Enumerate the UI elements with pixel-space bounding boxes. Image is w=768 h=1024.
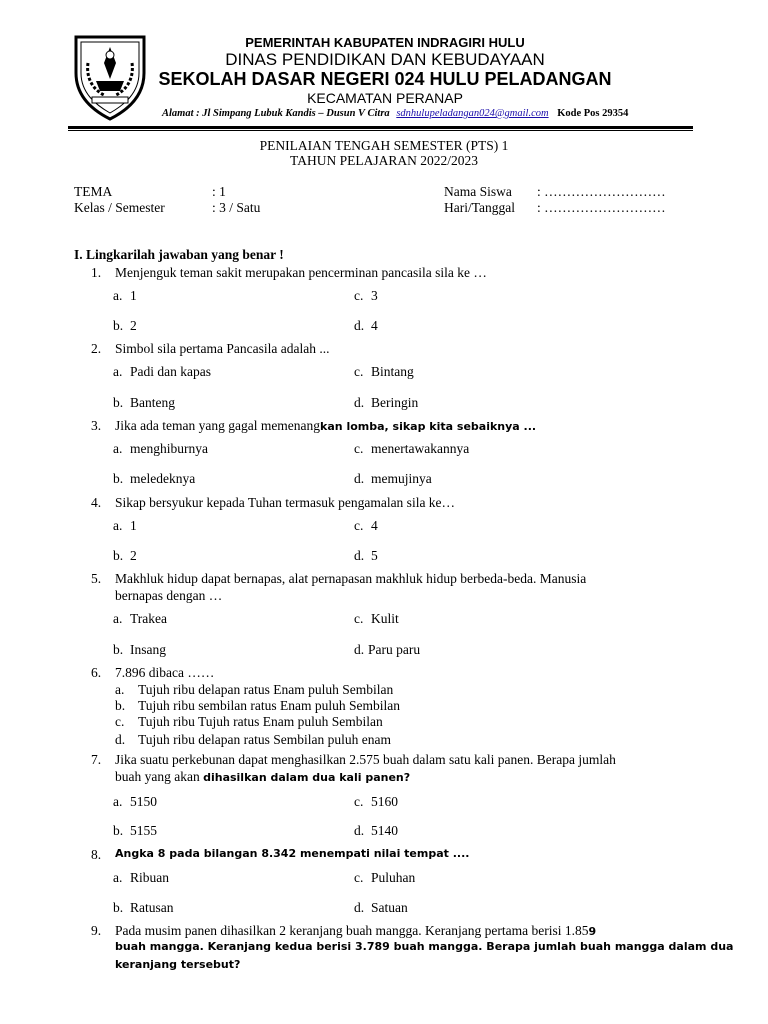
postal-code: Kode Pos 29354 (557, 108, 629, 119)
option-5a[interactable]: a. Trakea (113, 611, 167, 626)
header-school-name: SEKOLAH DASAR NEGERI 024 HULU PELADANGAN (158, 69, 612, 89)
option-7b[interactable]: b. 5155 (113, 823, 157, 838)
option-2b[interactable]: b. Banteng (113, 395, 175, 410)
question-number: 2. (91, 341, 102, 356)
nama-label: Nama Siswa (444, 184, 512, 199)
question-text: Jika ada teman yang gagal memenang (115, 418, 321, 433)
header-address-line (162, 108, 628, 119)
option-8c[interactable]: c. Puluhan (354, 870, 416, 885)
nama-field[interactable]: : ……………………… (537, 184, 666, 199)
question-number: 8. (91, 847, 102, 862)
header-rule-thin (68, 130, 693, 131)
option-5c[interactable]: c. Kulit (354, 611, 399, 626)
hari-label: Hari/Tanggal (444, 200, 516, 215)
option-4a[interactable]: a. 1 (113, 518, 137, 533)
option-5b[interactable]: b. Insang (113, 642, 166, 657)
question-number: 4. (91, 495, 102, 510)
question-number: 5. (91, 571, 102, 586)
academic-year: TAHUN PELAJARAN 2022/2023 (290, 153, 478, 168)
kelas-value: : 3 / Satu (212, 200, 261, 215)
option-3d[interactable]: d. memujinya (354, 471, 432, 486)
option-4b[interactable]: b. 2 (113, 548, 137, 563)
option-8b[interactable]: b. Ratusan (113, 900, 174, 915)
option-1d[interactable]: d. 4 (354, 318, 378, 333)
option-8d[interactable]: d. Satuan (354, 900, 408, 915)
option-6a[interactable]: a. Tujuh ribu delapan ratus Enam puluh Sembilan (115, 682, 394, 697)
header-government: PEMERINTAH KABUPATEN INDRAGIRI HULU (245, 35, 525, 50)
question-number: 1. (91, 265, 102, 280)
option-3a[interactable]: a. menghiburnya (113, 441, 208, 456)
question-number: 9. (91, 923, 102, 938)
kelas-label: Kelas / Semester (74, 200, 165, 215)
option-1b[interactable]: b. 2 (113, 318, 137, 333)
question-text: Sikap bersyukur kepada Tuhan termasuk pengamalan sila ke… (115, 495, 456, 510)
letterhead (0, 0, 768, 132)
section-heading: I. Lingkarilah jawaban yang benar ! (74, 247, 284, 262)
option-5d[interactable]: d. Paru paru (354, 642, 421, 657)
option-1c[interactable]: c. 3 (354, 288, 378, 303)
question-text: 7.896 dibaca …… (115, 665, 215, 680)
option-8a[interactable]: a. Ribuan (113, 870, 169, 885)
option-1a[interactable]: a. 1 (113, 288, 137, 303)
question-text: Makhluk hidup dapat bernapas, alat pernapasan makhluk hidup berbeda-beda. Manusia (115, 571, 587, 586)
question-text: Angka 8 pada bilangan 8.342 menempati nilai tempat .... (115, 847, 470, 860)
header-district: KECAMATAN PERANAP (307, 90, 463, 106)
option-4d[interactable]: d. 5 (354, 548, 378, 563)
option-7a[interactable]: a. 5150 (113, 794, 157, 809)
option-2a[interactable]: a. Padi dan kapas (113, 364, 211, 379)
header-rule-thick (68, 126, 693, 129)
address-text: Alamat : Jl Simpang Lubuk Kandis – Dusun V Citra (162, 108, 390, 119)
question-text: Menjenguk teman sakit merupakan pencerminan pancasila sila ke … (115, 265, 487, 280)
option-3b[interactable]: b. meledeknya (113, 471, 196, 486)
regency-emblem-icon (72, 33, 148, 121)
question-number: 7. (91, 752, 102, 767)
question-number: 6. (91, 665, 102, 680)
question-text: Pada musim panen dihasilkan 2 keranjang buah mangga. Keranjang pertama berisi 1.85 (115, 923, 589, 938)
option-2c[interactable]: c. Bintang (354, 364, 414, 379)
email-link[interactable]: sdnhulupeladangan024@gmail.com (396, 108, 549, 119)
tema-label: TEMA (74, 184, 113, 199)
option-2d[interactable]: d. Beringin (354, 395, 419, 410)
option-7c[interactable]: c. 5160 (354, 794, 398, 809)
hari-field[interactable]: : ……………………… (537, 200, 666, 215)
question-text: Simbol sila pertama Pancasila adalah ... (115, 341, 330, 356)
option-3c[interactable]: c. menertawakannya (354, 441, 470, 456)
option-7d[interactable]: d. 5140 (354, 823, 398, 838)
question-text-tail: kan lomba, sikap kita sebaiknya ... (320, 420, 537, 433)
question-text: Jika suatu perkebunan dapat menghasilkan 2.575 buah dalam satu kali panen. Berapa jumlah (115, 752, 616, 767)
header-agency: DINAS PENDIDIKAN DAN KEBUDAYAAN (225, 50, 545, 69)
option-4c[interactable]: c. 4 (354, 518, 378, 533)
question-number: 3. (91, 418, 102, 433)
tema-value: : 1 (212, 184, 226, 199)
exam-title: PENILAIAN TENGAH SEMESTER (PTS) 1 (259, 138, 509, 153)
option-6c[interactable]: c. Tujuh ribu Tujuh ratus Enam puluh Sembilan (115, 714, 383, 729)
option-6d[interactable]: d. Tujuh ribu delapan ratus Sembilan puluh enam (115, 732, 391, 747)
option-6b[interactable]: b. Tujuh ribu sembilan ratus Enam puluh Sembilan (115, 698, 400, 713)
